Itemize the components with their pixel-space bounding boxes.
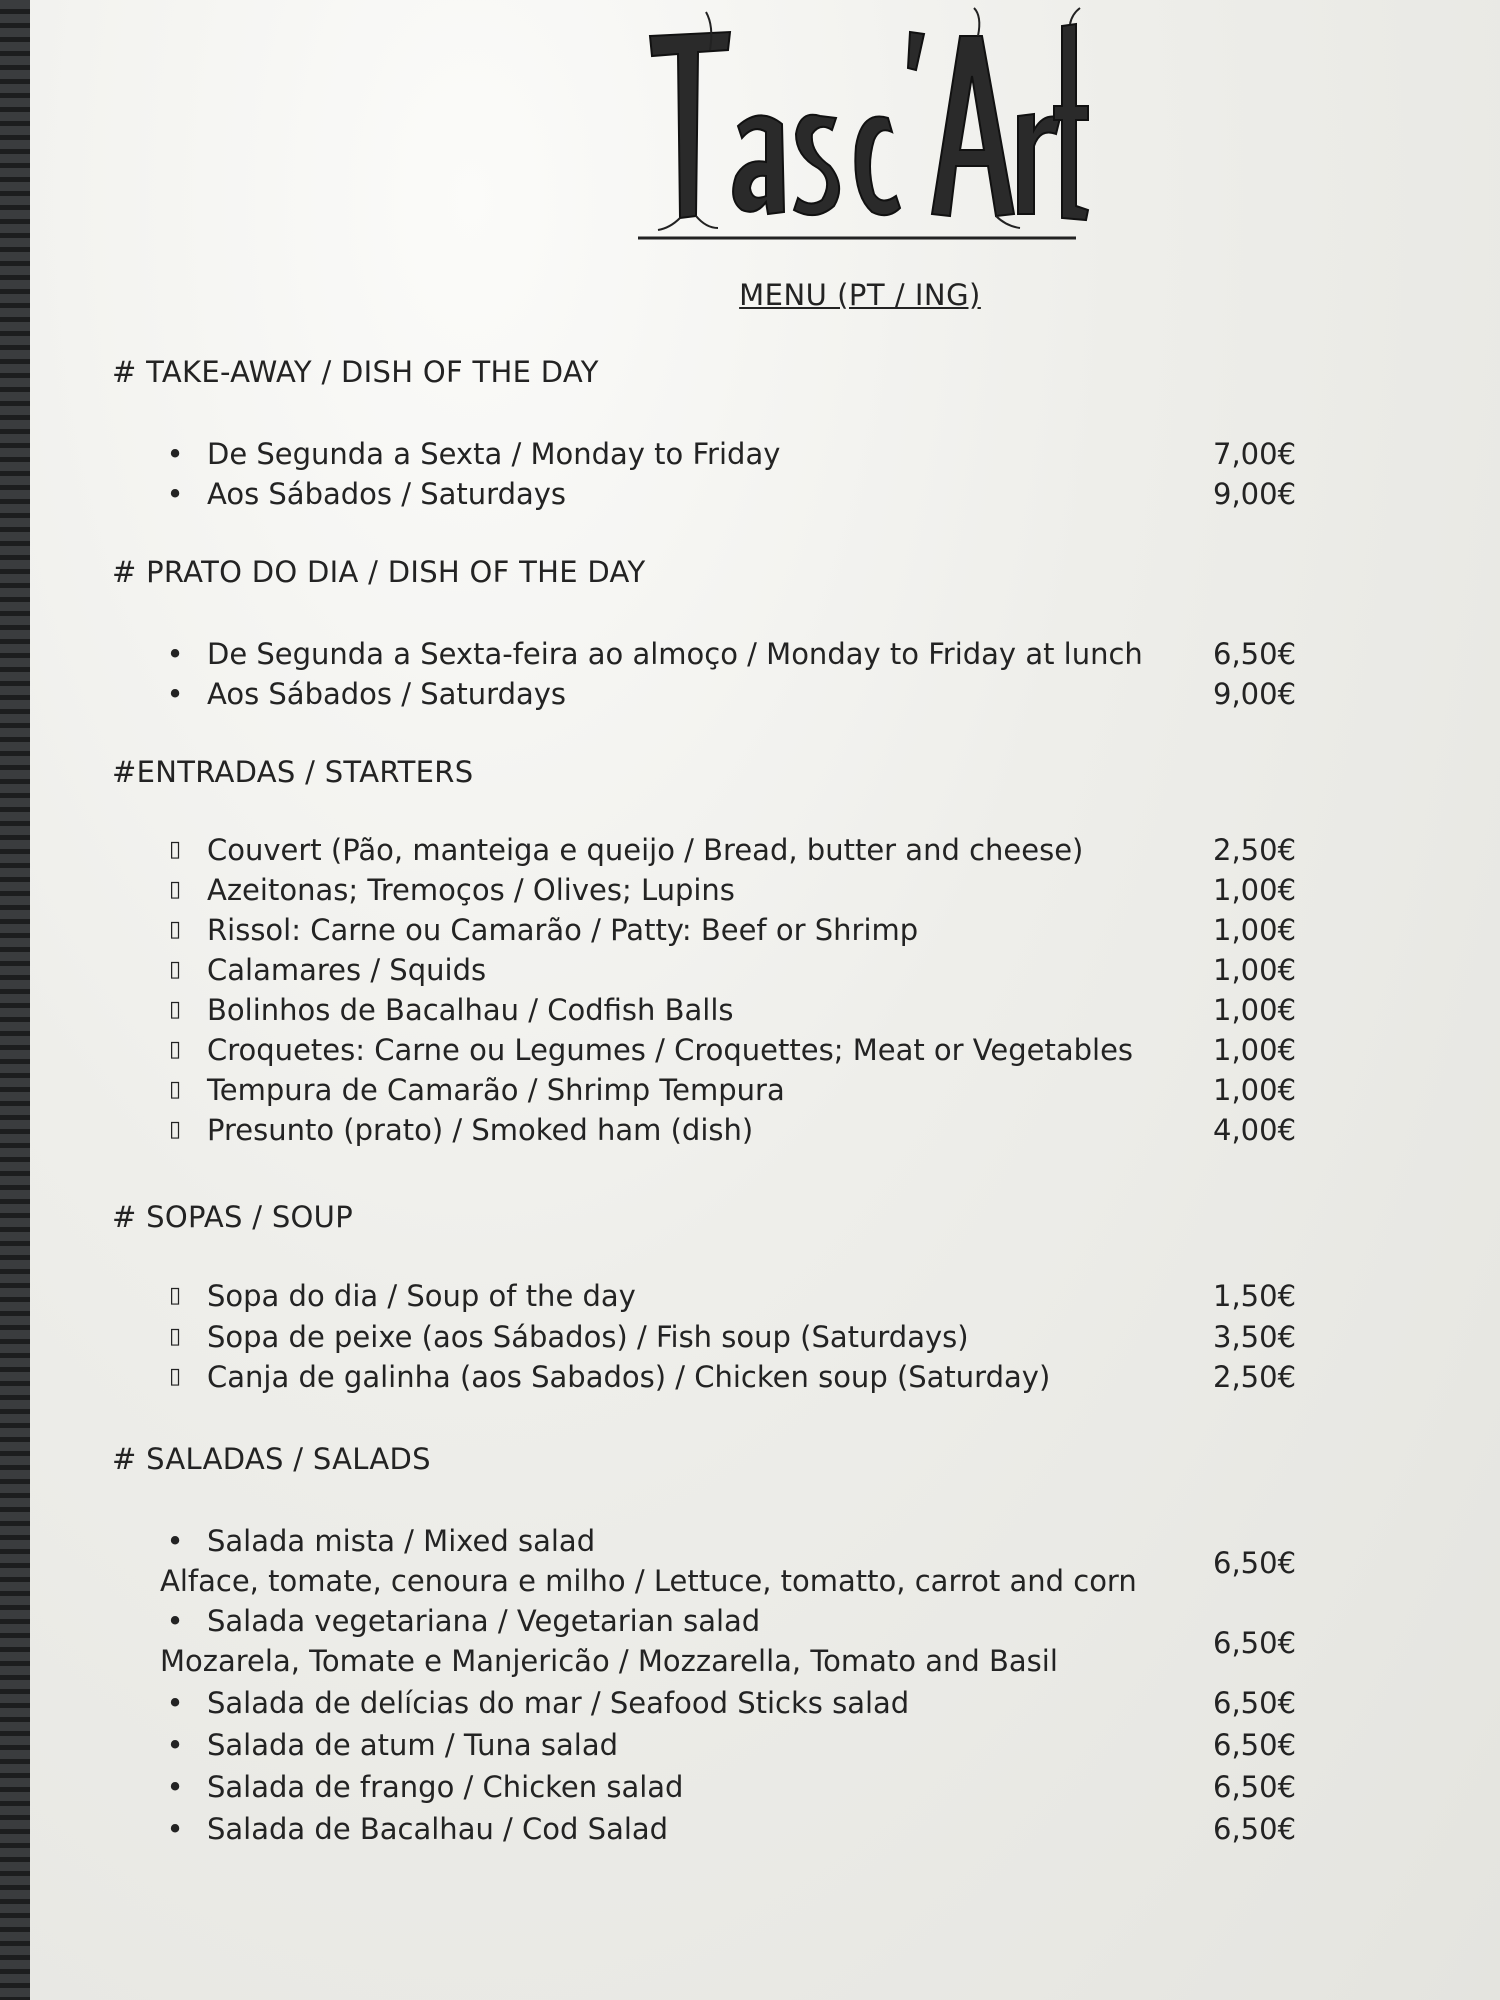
section-title-starters: #ENTRADAS / STARTERS — [112, 755, 474, 789]
box-bullet-icon: ▯ — [168, 917, 182, 942]
item-name: Presunto (prato) / Smoked ham (dish) — [207, 1113, 754, 1147]
item-price: 1,50€ — [1213, 1279, 1297, 1313]
item-name: Canja de galinha (aos Sabados) / Chicken soup (Saturday) — [207, 1360, 1051, 1394]
item-name: Salada de Bacalhau / Cod Salad — [207, 1812, 669, 1846]
box-bullet-icon: ▯ — [168, 1364, 182, 1389]
box-bullet-icon: ▯ — [168, 957, 182, 982]
item-price: 6,50€ — [1213, 1626, 1297, 1660]
bullet-icon: • — [166, 1604, 184, 1638]
item-price: 9,00€ — [1213, 477, 1297, 511]
section-title-soup: # SOPAS / SOUP — [112, 1200, 353, 1234]
item-price: 6,50€ — [1213, 1686, 1297, 1720]
item-price: 1,00€ — [1213, 873, 1297, 907]
box-bullet-icon: ▯ — [168, 1117, 182, 1142]
bullet-icon: • — [166, 477, 184, 511]
item-price: 2,50€ — [1213, 833, 1297, 867]
bullet-icon: • — [166, 1812, 184, 1846]
item-price: 6,50€ — [1213, 1812, 1297, 1846]
item-price: 3,50€ — [1213, 1320, 1297, 1354]
item-name: Salada de frango / Chicken salad — [207, 1770, 684, 1804]
box-bullet-icon: ▯ — [168, 1283, 182, 1308]
item-price: 1,00€ — [1213, 1033, 1297, 1067]
menu-item — [160, 1279, 1310, 1319]
item-price: 6,50€ — [1213, 1546, 1297, 1580]
menu-item — [160, 1524, 1310, 1564]
item-name: Salada de atum / Tuna salad — [207, 1728, 619, 1762]
box-bullet-icon: ▯ — [168, 1324, 182, 1349]
menu-sheet — [30, 0, 1500, 2000]
box-bullet-icon: ▯ — [168, 1077, 182, 1102]
item-price: 6,50€ — [1213, 1770, 1297, 1804]
item-name: Bolinhos de Bacalhau / Codfish Balls — [207, 993, 734, 1027]
menu-item — [160, 1728, 1310, 1768]
bullet-icon: • — [166, 1728, 184, 1762]
menu-item — [160, 993, 1310, 1033]
menu-item — [160, 873, 1310, 913]
menu-item — [160, 1073, 1310, 1113]
item-description: Mozarela, Tomate e Manjericão / Mozzarella, Tomato and Basil — [160, 1644, 1058, 1678]
section-title-dish-of-day: # PRATO DO DIA / DISH OF THE DAY — [112, 555, 646, 589]
box-bullet-icon: ▯ — [168, 1037, 182, 1062]
item-name: Tempura de Camarão / Shrimp Tempura — [207, 1073, 785, 1107]
bullet-icon: • — [166, 1686, 184, 1720]
section-title-salads: # SALADAS / SALADS — [112, 1442, 431, 1476]
item-name: Calamares / Squids — [207, 953, 487, 987]
item-description: Alface, tomate, cenoura e milho / Lettuce, tomatto, carrot and corn — [160, 1564, 1137, 1598]
item-name: De Segunda a Sexta-feira ao almoço / Monday to Friday at lunch — [207, 637, 1143, 671]
section-title-takeaway: # TAKE-AWAY / DISH OF THE DAY — [112, 355, 599, 389]
menu-subtitle: MENU (PT / ING) — [739, 278, 981, 312]
menu-item — [160, 1033, 1310, 1073]
item-name: Salada de delícias do mar / Seafood Sticks salad — [207, 1686, 910, 1720]
item-name: Croquetes: Carne ou Legumes / Croquettes; Meat or Vegetables — [207, 1033, 1134, 1067]
bullet-icon: • — [166, 1524, 184, 1558]
menu-item — [160, 677, 1310, 717]
box-bullet-icon: ▯ — [168, 837, 182, 862]
item-name: Salada mista / Mixed salad — [207, 1524, 596, 1558]
menu-item — [160, 1360, 1310, 1400]
item-price: 4,00€ — [1213, 1113, 1297, 1147]
item-name: Aos Sábados / Saturdays — [207, 477, 567, 511]
item-price: 1,00€ — [1213, 993, 1297, 1027]
item-name: Salada vegetariana / Vegetarian salad — [207, 1604, 761, 1638]
menu-item — [160, 477, 1310, 517]
bullet-icon: • — [166, 1770, 184, 1804]
menu-item — [160, 1604, 1310, 1644]
menu-item — [160, 833, 1310, 873]
menu-item — [160, 1770, 1310, 1810]
menu-item — [160, 913, 1310, 953]
menu-item — [160, 953, 1310, 993]
menu-item — [160, 1812, 1310, 1852]
item-name: Sopa de peixe (aos Sábados) / Fish soup (Saturdays) — [207, 1320, 969, 1354]
item-price: 9,00€ — [1213, 677, 1297, 711]
menu-item — [160, 1320, 1310, 1360]
box-bullet-icon: ▯ — [168, 877, 182, 902]
bullet-icon: • — [166, 677, 184, 711]
item-price: 2,50€ — [1213, 1360, 1297, 1394]
box-bullet-icon: ▯ — [168, 997, 182, 1022]
menu-item — [160, 637, 1310, 677]
item-price: 1,00€ — [1213, 1073, 1297, 1107]
item-price: 1,00€ — [1213, 953, 1297, 987]
bullet-icon: • — [166, 437, 184, 471]
item-price: 7,00€ — [1213, 437, 1297, 471]
item-name: Azeitonas; Tremoços / Olives; Lupins — [207, 873, 735, 907]
item-name: Sopa do dia / Soup of the day — [207, 1279, 636, 1313]
item-name: Aos Sábados / Saturdays — [207, 677, 567, 711]
tascart-logo — [610, 6, 1090, 246]
item-name: De Segunda a Sexta / Monday to Friday — [207, 437, 781, 471]
menu-item — [160, 1113, 1310, 1153]
item-price: 1,00€ — [1213, 913, 1297, 947]
item-price: 6,50€ — [1213, 1728, 1297, 1762]
menu-item — [160, 1686, 1310, 1726]
bullet-icon: • — [166, 637, 184, 671]
item-price: 6,50€ — [1213, 637, 1297, 671]
item-name: Couvert (Pão, manteiga e queijo / Bread, butter and cheese) — [207, 833, 1084, 867]
item-name: Rissol: Carne ou Camarão / Patty: Beef or Shrimp — [207, 913, 919, 947]
binder-edge — [0, 0, 34, 2000]
menu-item — [160, 437, 1310, 477]
